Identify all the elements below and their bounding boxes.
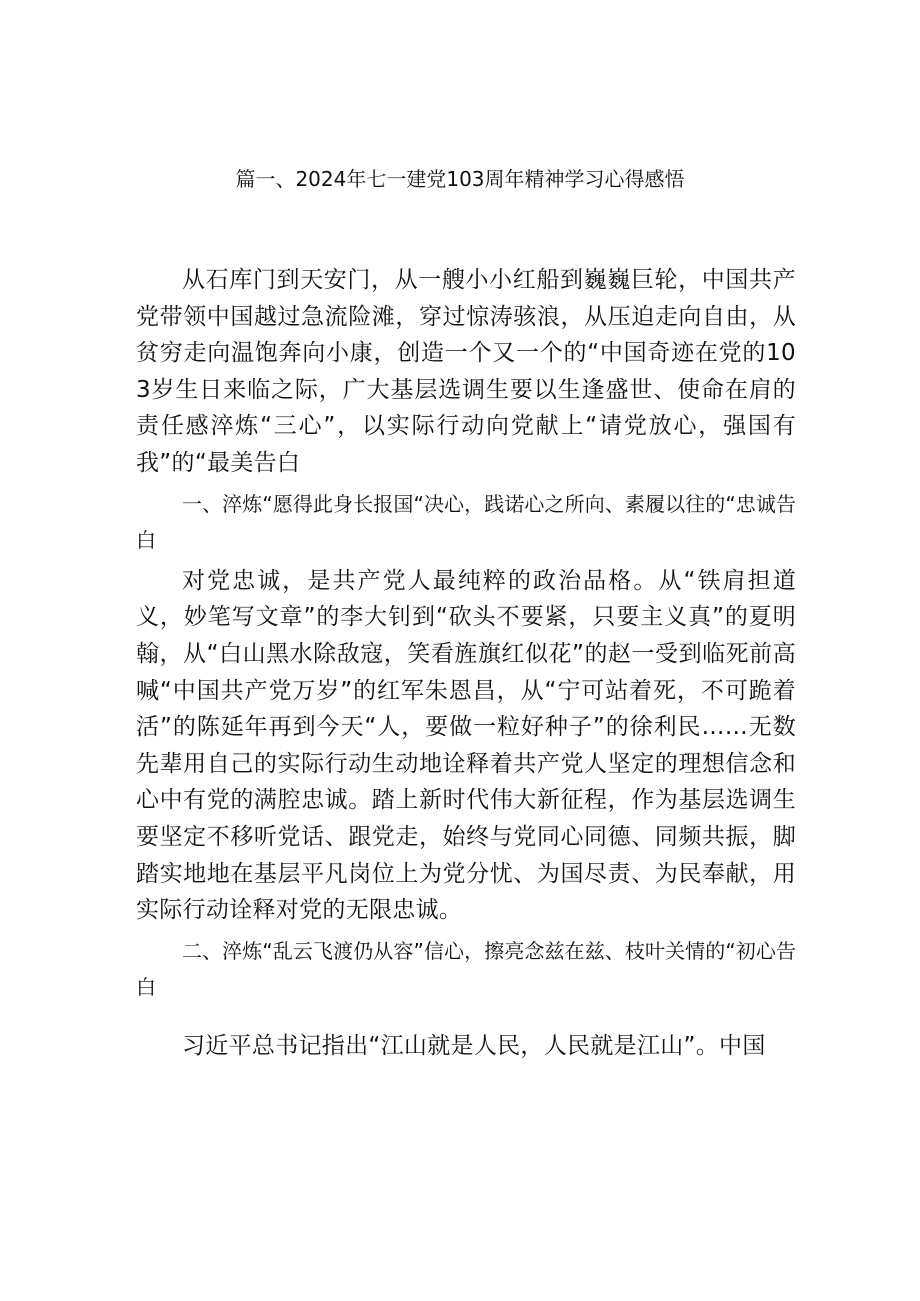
paragraph-loyalty: 对党忠诚，是共产党人最纯粹的政治品格。从“铁肩担道义，妙笔写文章”的李大钊到“砍头不要紧，只要主义真”的夏明翰，从“白山黑水除敌寇，笑看旌旗红似花”的赵一受到临死前高喊“中国共产党万岁”的红军朱恩昌，从“宁可站着死，不可跪着活”的陈延年再到今天“人，要做一粒好种子”的徐利民……无数先辈用自己的实际行动生动地诠释着共产党人坚定的理想信念和心中有党的满腔忠诚。踏上新时代伟大新征程，作为基层选调生要坚定不移听党话、跟党走，始终与党同心同德、同频共振，脚踏实地地在基层平凡岗位上为党分忧、为国尽责、为民奉献，用实际行动诠释对党的无限忠诚。	[136, 567, 796, 924]
section-heading-2: 二、淬炼“乱云飞渡仍从容”信心，擦亮念兹在兹、枝叶关情的“初心告白	[136, 938, 796, 1000]
document-body	[136, 262, 796, 1064]
document-title: 篇一、2024年七一建党103周年精神学习心得感悟	[235, 167, 685, 191]
section-heading-1: 一、淬炼“愿得此身长报国“决心，践诺心之所向、素履以往的“忠诚告白	[136, 491, 796, 553]
paragraph-people: 习近平总书记指出“江山就是人民，人民就是江山”。中国	[182, 1032, 766, 1059]
paragraph-intro: 从石库门到天安门，从一艘小小红船到巍巍巨轮，中国共产党带领中国越过急流险滩，穿过惊涛骇浪，从压迫走向自由，从贫穷走向温饱奔向小康，创造一个又一个的“中国奇迹在党的103岁生日来临之际，广大基层选调生要以生逢盛世、使命在肩的责任感淬炼“三心”，以实际行动向党献上“请党放心，强国有我”的“最美告白	[136, 267, 796, 476]
